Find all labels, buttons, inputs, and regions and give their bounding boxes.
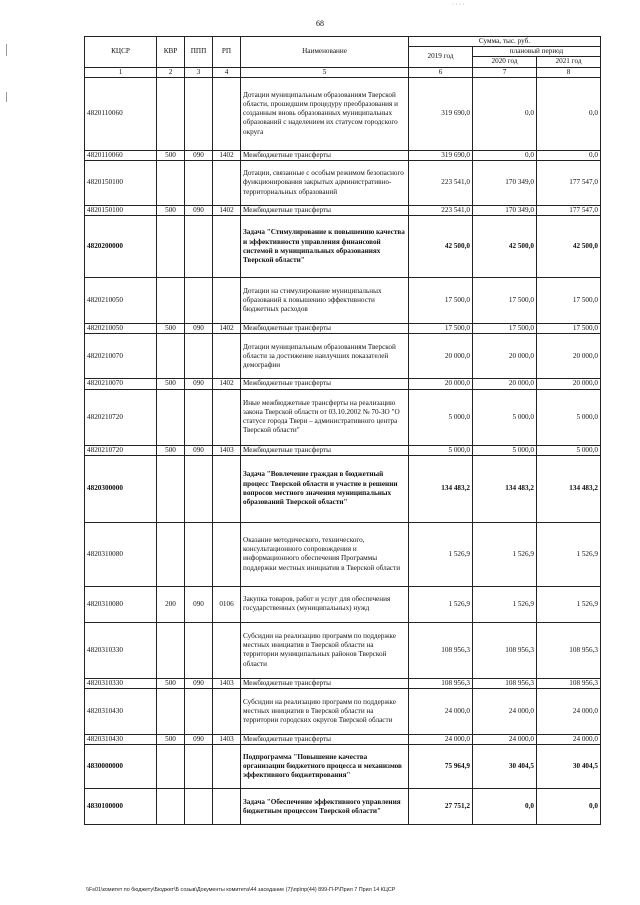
amount-2021-cell: 20 000,0 <box>537 379 601 389</box>
column-number: 1 <box>85 67 157 77</box>
kcsr-cell: 4820150100 <box>85 161 157 206</box>
rp-cell <box>213 216 241 278</box>
table-row <box>85 324 601 334</box>
name-cell: Межбюджетные трансферты <box>241 324 409 334</box>
amount-2020-cell: 24 000,0 <box>473 735 537 745</box>
header-name: Наименование <box>241 37 409 68</box>
table-row <box>85 678 601 688</box>
kcsr-cell: 4830000000 <box>85 745 157 789</box>
rp-cell <box>213 689 241 735</box>
rp-cell: 0106 <box>213 586 241 622</box>
amount-2019-cell: 134 483,2 <box>409 455 473 522</box>
kvr-cell <box>157 522 185 586</box>
amount-2019-cell: 108 956,3 <box>409 678 473 688</box>
amount-2020-cell: 5 000,0 <box>473 445 537 455</box>
amount-2020-cell: 134 483,2 <box>473 455 537 522</box>
rp-cell <box>213 789 241 825</box>
rp-cell: 1403 <box>213 445 241 455</box>
ppp-cell <box>185 278 213 324</box>
kvr-cell: 500 <box>157 150 185 160</box>
header-2021: 2021 год <box>537 57 601 67</box>
name-cell: Межбюджетные трансферты <box>241 735 409 745</box>
amount-2021-cell: 5 000,0 <box>537 389 601 445</box>
rp-cell: 1402 <box>213 150 241 160</box>
budget-table <box>84 36 601 825</box>
kcsr-cell: 4820200000 <box>85 216 157 278</box>
kcsr-cell: 4820310080 <box>85 522 157 586</box>
table-body <box>85 77 601 824</box>
amount-2019-cell: 24 000,0 <box>409 735 473 745</box>
amount-2021-cell: 0,0 <box>537 789 601 825</box>
ppp-cell: 090 <box>185 445 213 455</box>
table-row <box>85 389 601 445</box>
amount-2019-cell: 223 541,0 <box>409 161 473 206</box>
amount-2019-cell: 223 541,0 <box>409 206 473 216</box>
amount-2020-cell: 20 000,0 <box>473 379 537 389</box>
name-cell: Иные межбюджетные трансферты на реализацию закона Тверской области от 03.10.2002 № 70-ЗО "О статусе города Твери – административного центра Тверской области" <box>241 389 409 445</box>
scan-mark: · · · · <box>452 2 465 8</box>
amount-2020-cell: 24 000,0 <box>473 689 537 735</box>
name-cell: Задача "Вовлечение граждан в бюджетный процесс Тверской области и участие в решении вопросов местного значения муниципальных образований Тверской области" <box>241 455 409 522</box>
amount-2019-cell: 42 500,0 <box>409 216 473 278</box>
ppp-cell <box>185 77 213 150</box>
amount-2021-cell: 24 000,0 <box>537 689 601 735</box>
rp-cell: 1402 <box>213 206 241 216</box>
kvr-cell: 200 <box>157 586 185 622</box>
table-header <box>85 37 601 78</box>
amount-2019-cell: 75 964,9 <box>409 745 473 789</box>
amount-2019-cell: 20 000,0 <box>409 334 473 379</box>
table-row <box>85 522 601 586</box>
table-row <box>85 745 601 789</box>
amount-2019-cell: 17 500,0 <box>409 324 473 334</box>
ppp-cell: 090 <box>185 324 213 334</box>
name-cell: Межбюджетные трансферты <box>241 379 409 389</box>
kcsr-cell: 4820210070 <box>85 334 157 379</box>
rp-cell <box>213 455 241 522</box>
amount-2020-cell: 17 500,0 <box>473 324 537 334</box>
kvr-cell: 500 <box>157 379 185 389</box>
amount-2021-cell: 177 547,0 <box>537 206 601 216</box>
kcsr-cell: 4820210720 <box>85 445 157 455</box>
kvr-cell <box>157 216 185 278</box>
amount-2019-cell: 20 000,0 <box>409 379 473 389</box>
amount-2019-cell: 319 690,0 <box>409 77 473 150</box>
amount-2020-cell: 17 500,0 <box>473 278 537 324</box>
kcsr-cell: 4820110060 <box>85 150 157 160</box>
table-row <box>85 689 601 735</box>
kvr-cell <box>157 389 185 445</box>
name-cell: Подпрограмма "Повышение качества организации бюджетного процесса и механизмов эффективного бюджетирования" <box>241 745 409 789</box>
kcsr-cell: 4820210720 <box>85 389 157 445</box>
rp-cell <box>213 522 241 586</box>
header-kcsr: КЦСР <box>85 37 157 68</box>
kcsr-cell: 4820310080 <box>85 586 157 622</box>
amount-2019-cell: 1 526,9 <box>409 586 473 622</box>
amount-2020-cell: 170 349,0 <box>473 161 537 206</box>
name-cell: Субсидии на реализацию программ по поддержке местных инициатив в Тверской области на территории муниципальных районов Тверской области <box>241 622 409 678</box>
ppp-cell <box>185 455 213 522</box>
header-2020: 2020 год <box>473 57 537 67</box>
column-number: 5 <box>241 67 409 77</box>
header-ppp: ППП <box>185 37 213 68</box>
ppp-cell <box>185 689 213 735</box>
name-cell: Задача "Стимулирование к повышению качества и эффективности управления финансовой системой в муниципальных образованиях Тверской области" <box>241 216 409 278</box>
kcsr-cell: 4820210050 <box>85 278 157 324</box>
kvr-cell <box>157 689 185 735</box>
amount-2020-cell: 20 000,0 <box>473 334 537 379</box>
name-cell: Оказание методического, технического, консультационного сопровождения и информационного обеспечения Программы поддержки местных инициатив в Тверской области <box>241 522 409 586</box>
kvr-cell <box>157 77 185 150</box>
ppp-cell <box>185 745 213 789</box>
kvr-cell: 500 <box>157 445 185 455</box>
header-rp: РП <box>213 37 241 68</box>
amount-2020-cell: 108 956,3 <box>473 678 537 688</box>
amount-2019-cell: 1 526,9 <box>409 522 473 586</box>
table-row <box>85 586 601 622</box>
amount-2021-cell: 17 500,0 <box>537 324 601 334</box>
amount-2019-cell: 108 956,3 <box>409 622 473 678</box>
amount-2020-cell: 108 956,3 <box>473 622 537 678</box>
kvr-cell: 500 <box>157 206 185 216</box>
rp-cell <box>213 334 241 379</box>
name-cell: Дотации, связанные с особым режимом безопасного функционирования закрытых административно-территориальных образований <box>241 161 409 206</box>
amount-2020-cell: 1 526,9 <box>473 586 537 622</box>
amount-2019-cell: 319 690,0 <box>409 150 473 160</box>
amount-2021-cell: 17 500,0 <box>537 278 601 324</box>
rp-cell <box>213 389 241 445</box>
table-row <box>85 77 601 150</box>
amount-2021-cell: 20 000,0 <box>537 334 601 379</box>
table-row <box>85 455 601 522</box>
kcsr-cell: 4820310430 <box>85 735 157 745</box>
name-cell: Межбюджетные трансферты <box>241 150 409 160</box>
column-number: 6 <box>409 67 473 77</box>
ppp-cell <box>185 789 213 825</box>
name-cell: Межбюджетные трансферты <box>241 445 409 455</box>
rp-cell <box>213 745 241 789</box>
amount-2021-cell: 1 526,9 <box>537 586 601 622</box>
column-number: 3 <box>185 67 213 77</box>
name-cell: Закупка товаров, работ и услуг для обеспечения государственных (муниципальных) нужд <box>241 586 409 622</box>
kcsr-cell: 4820210050 <box>85 324 157 334</box>
column-number: 8 <box>537 67 601 77</box>
table-row <box>85 622 601 678</box>
table-row <box>85 445 601 455</box>
ppp-cell <box>185 389 213 445</box>
amount-2019-cell: 24 000,0 <box>409 689 473 735</box>
kvr-cell <box>157 745 185 789</box>
rp-cell: 1403 <box>213 678 241 688</box>
name-cell: Дотации муниципальным образованиям Тверской области за достижение наилучших показателей демографии <box>241 334 409 379</box>
amount-2021-cell: 30 404,5 <box>537 745 601 789</box>
table-row <box>85 150 601 160</box>
kvr-cell <box>157 334 185 379</box>
amount-2020-cell: 5 000,0 <box>473 389 537 445</box>
column-number: 4 <box>213 67 241 77</box>
ppp-cell <box>185 161 213 206</box>
kcsr-cell: 4820300000 <box>85 455 157 522</box>
kcsr-cell: 4820310330 <box>85 622 157 678</box>
ppp-cell <box>185 522 213 586</box>
table-row <box>85 216 601 278</box>
amount-2020-cell: 0,0 <box>473 789 537 825</box>
kcsr-cell: 4820310430 <box>85 689 157 735</box>
header-sum: Сумма, тыс. руб. <box>409 37 601 47</box>
ppp-cell: 090 <box>185 150 213 160</box>
amount-2019-cell: 17 500,0 <box>409 278 473 324</box>
rp-cell <box>213 77 241 150</box>
name-cell: Задача "Обеспечение эффективного управления бюджетным процессом Тверской области" <box>241 789 409 825</box>
rp-cell: 1402 <box>213 379 241 389</box>
amount-2020-cell: 170 349,0 <box>473 206 537 216</box>
rp-cell <box>213 622 241 678</box>
name-cell: Дотации на стимулирование муниципальных образований к повышению эффективности бюджетных расходов <box>241 278 409 324</box>
header-2019: 2019 год <box>409 47 473 67</box>
table-row <box>85 379 601 389</box>
ppp-cell <box>185 216 213 278</box>
rp-cell: 1403 <box>213 735 241 745</box>
margin-mark-top <box>6 44 7 56</box>
rp-cell <box>213 161 241 206</box>
kvr-cell <box>157 622 185 678</box>
ppp-cell: 090 <box>185 586 213 622</box>
ppp-cell: 090 <box>185 206 213 216</box>
amount-2020-cell: 0,0 <box>473 77 537 150</box>
ppp-cell <box>185 334 213 379</box>
amount-2021-cell: 0,0 <box>537 150 601 160</box>
kvr-cell <box>157 161 185 206</box>
kvr-cell: 500 <box>157 735 185 745</box>
name-cell: Межбюджетные трансферты <box>241 206 409 216</box>
rp-cell: 1402 <box>213 324 241 334</box>
ppp-cell: 090 <box>185 379 213 389</box>
table-row <box>85 735 601 745</box>
name-cell: Межбюджетные трансферты <box>241 678 409 688</box>
amount-2020-cell: 0,0 <box>473 150 537 160</box>
amount-2020-cell: 30 404,5 <box>473 745 537 789</box>
amount-2019-cell: 5 000,0 <box>409 389 473 445</box>
ppp-cell <box>185 622 213 678</box>
amount-2021-cell: 24 000,0 <box>537 735 601 745</box>
kvr-cell: 500 <box>157 678 185 688</box>
column-number-row <box>85 67 601 77</box>
footer-file-path: \\Fs01\комитет по бюджету\Бюджет\Б созыв\Документы комитета\44 заседание (7)\пр\пр(44) 899-П-Р\Прил 7 Прил 14 КЦСР <box>86 887 396 893</box>
kcsr-cell: 4830100000 <box>85 789 157 825</box>
amount-2021-cell: 177 547,0 <box>537 161 601 206</box>
rp-cell <box>213 278 241 324</box>
kvr-cell <box>157 278 185 324</box>
amount-2021-cell: 0,0 <box>537 77 601 150</box>
header-kvr: КВР <box>157 37 185 68</box>
table-row <box>85 206 601 216</box>
amount-2021-cell: 108 956,3 <box>537 678 601 688</box>
header-plan-period: плановый период <box>473 47 601 57</box>
name-cell: Дотации муниципальным образованиям Тверской области, прошедшим процедуру преобразования и созданным вновь образованных муниципальных образований с наделением их статусом городского округа <box>241 77 409 150</box>
kvr-cell <box>157 789 185 825</box>
kcsr-cell: 4820150100 <box>85 206 157 216</box>
ppp-cell: 090 <box>185 678 213 688</box>
amount-2021-cell: 1 526,9 <box>537 522 601 586</box>
kcsr-cell: 4820310330 <box>85 678 157 688</box>
column-number: 2 <box>157 67 185 77</box>
table-row <box>85 334 601 379</box>
kvr-cell: 500 <box>157 324 185 334</box>
table-row <box>85 789 601 825</box>
page-number: 68 <box>316 19 324 28</box>
table-row <box>85 161 601 206</box>
amount-2020-cell: 1 526,9 <box>473 522 537 586</box>
kcsr-cell: 4820110060 <box>85 77 157 150</box>
amount-2021-cell: 134 483,2 <box>537 455 601 522</box>
amount-2019-cell: 27 751,2 <box>409 789 473 825</box>
kcsr-cell: 4820210070 <box>85 379 157 389</box>
amount-2021-cell: 5 000,0 <box>537 445 601 455</box>
column-number: 7 <box>473 67 537 77</box>
kvr-cell <box>157 455 185 522</box>
amount-2020-cell: 42 500,0 <box>473 216 537 278</box>
margin-mark-bottom <box>6 92 7 102</box>
ppp-cell: 090 <box>185 735 213 745</box>
amount-2021-cell: 108 956,3 <box>537 622 601 678</box>
name-cell: Субсидии на реализацию программ по поддержке местных инициатив в Тверской области на территории городских округов Тверской области <box>241 689 409 735</box>
table-row <box>85 278 601 324</box>
amount-2019-cell: 5 000,0 <box>409 445 473 455</box>
amount-2021-cell: 42 500,0 <box>537 216 601 278</box>
